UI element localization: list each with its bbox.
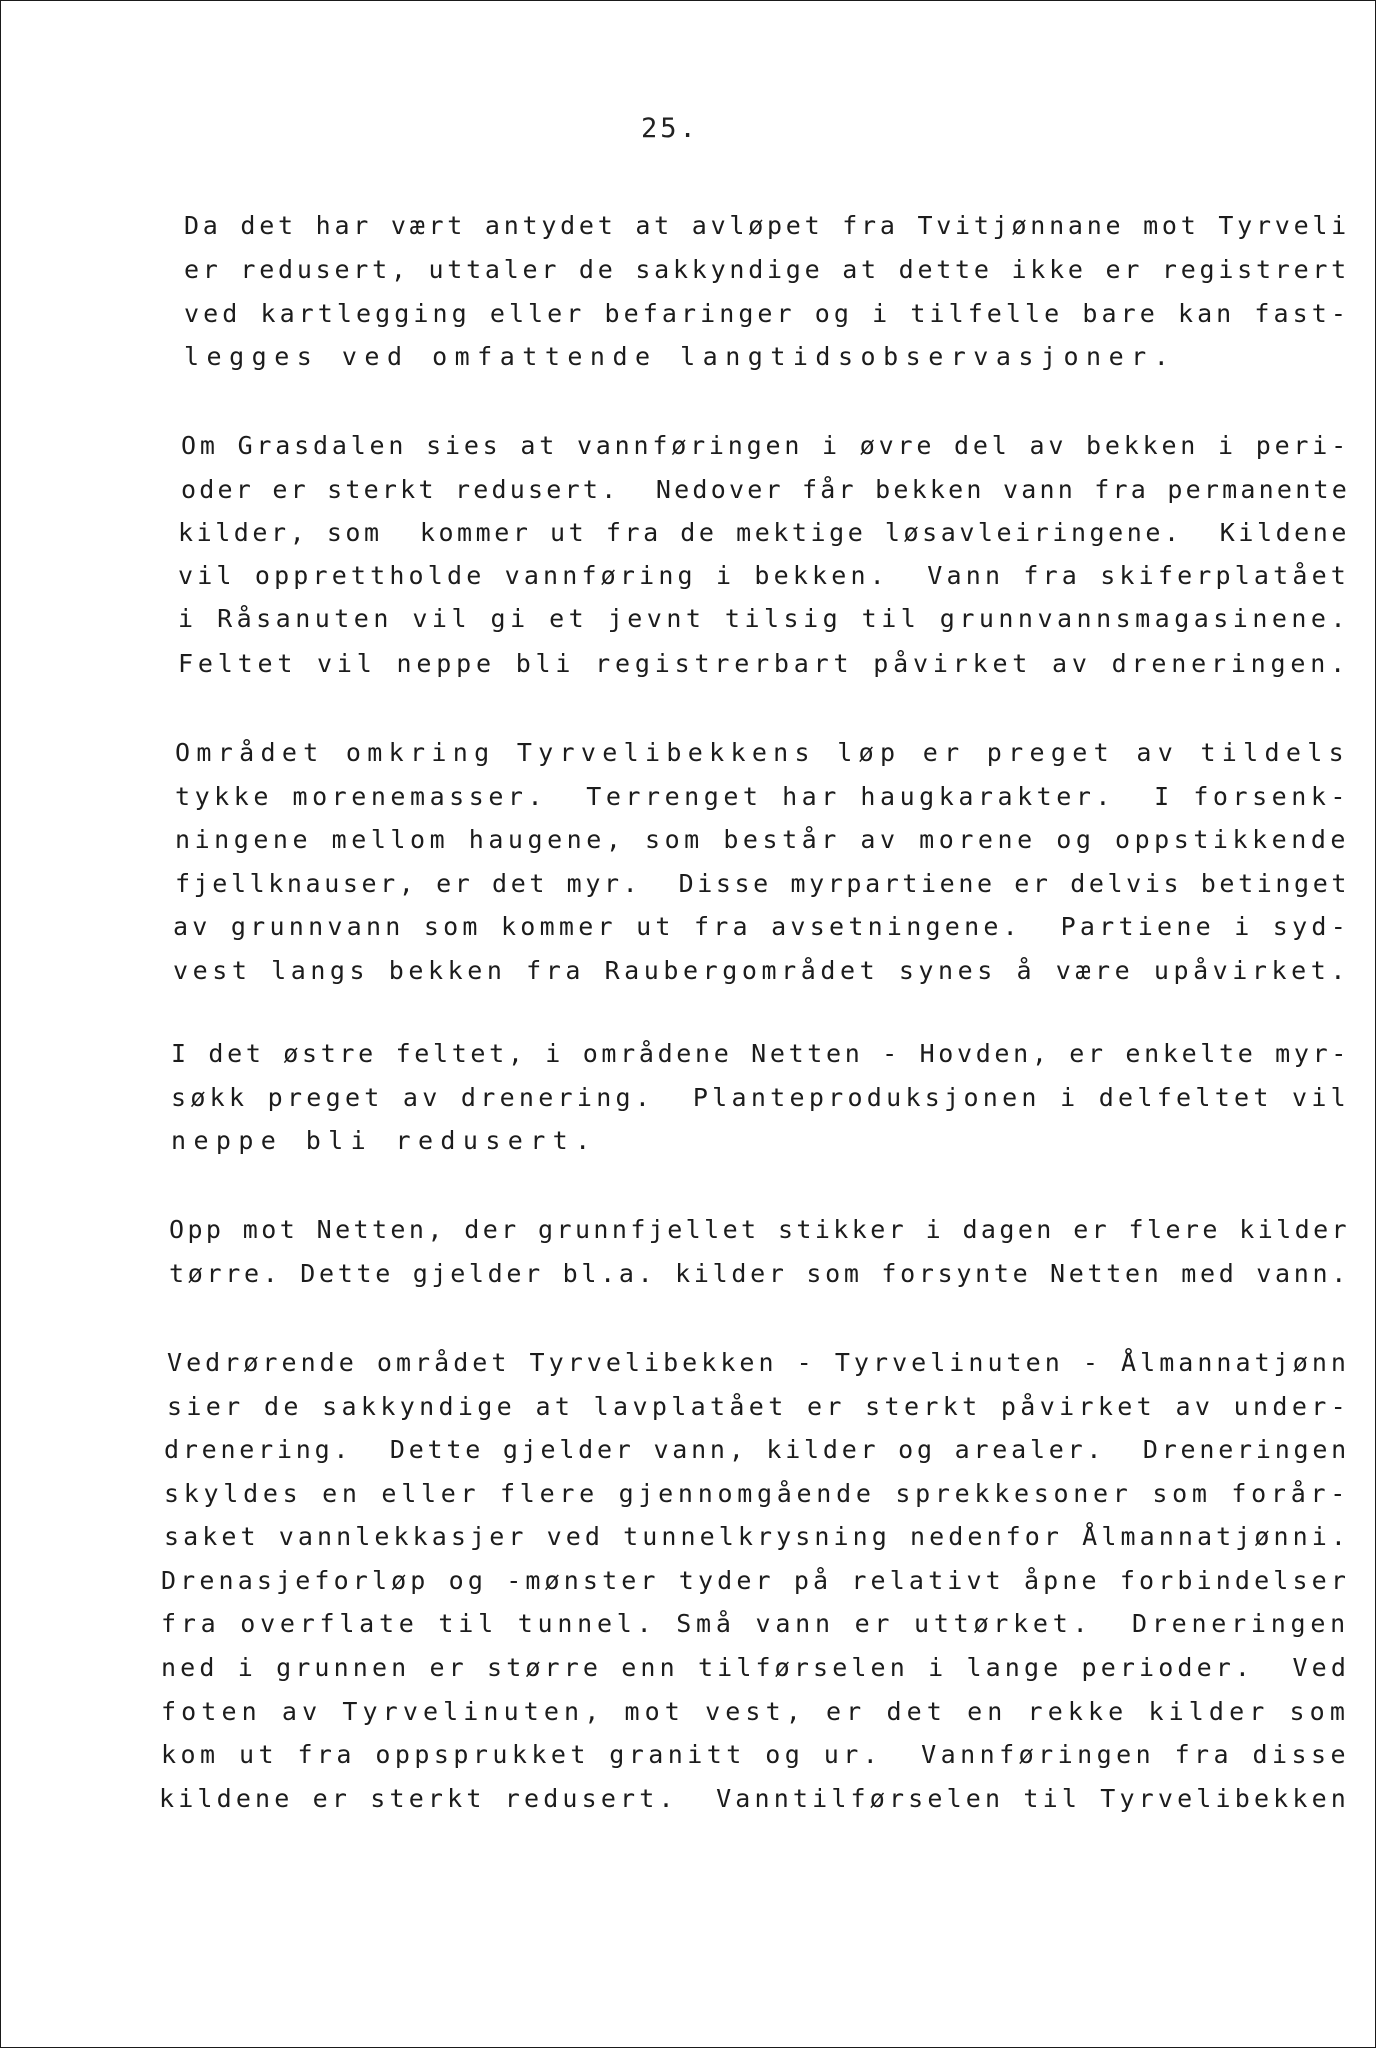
text-line: sier de sakkyndige at lavplatået er sterkt påvirket av under- [167,1392,1350,1421]
page-number: 25. [641,113,699,144]
text-line: saket vannlekkasjer ved tunnelkrysning nedenfor Ålmannatjønni. [164,1522,1350,1551]
text-line: ned i grunnen er større enn tilførselen i lange perioder. Ved [161,1653,1350,1682]
text-line: Opp mot Netten, der grunnfjellet stikker i dagen er flere kilder [169,1215,1350,1244]
text-line: tykke morenemasser. Terrenget har haugkarakter. I forsenk- [175,782,1350,811]
text-line: legges ved omfattende langtidsobservasjoner. [184,342,1177,371]
text-line: oder er sterkt redusert. Nedover får bekken vann fra permanente [181,475,1350,504]
text-line: fjellknauser, er det myr. Disse myrpartiene er delvis betinget [175,869,1350,898]
text-line: skyldes en eller flere gjennomgående sprekkesoner som forår- [164,1479,1350,1508]
text-line: I det østre feltet, i områdene Netten - Hovden, er enkelte myr- [171,1039,1350,1068]
text-line: av grunnvann som kommer ut fra avsetningene. Partiene i syd- [173,912,1350,941]
text-line: Da det har vært antydet at avløpet fra Tvitjønnane mot Tyrveli [184,211,1350,240]
text-line: tørre. Dette gjelder bl.a. kilder som forsynte Netten med vann. [169,1259,1350,1288]
text-line: søkk preget av drenering. Planteproduksjonen i delfeltet vil [171,1083,1350,1112]
text-line: kildene er sterkt redusert. Vanntilførselen til Tyrvelibekken [159,1784,1350,1813]
text-line: fra overflate til tunnel. Små vann er uttørket. Dreneringen [161,1609,1350,1638]
text-line: i Råsanuten vil gi et jevnt tilsig til grunnvannsmagasinene. [178,604,1350,633]
text-line: kom ut fra oppsprukket granitt og ur. Vannføringen fra disse [161,1740,1350,1769]
text-line: Området omkring Tyrvelibekkens løp er preget av tildels [175,738,1350,767]
text-line: Drenasjeforløp og -mønster tyder på relativt åpne forbindelser [161,1566,1350,1595]
text-line: vest langs bekken fra Raubergområdet synes å være upåvirket. [173,956,1350,985]
text-line: neppe bli redusert. [171,1126,598,1155]
text-line: er redusert, uttaler de sakkyndige at dette ikke er registrert [184,255,1350,284]
text-line: kilder, som kommer ut fra de mektige løsavleiringene. Kildene [178,518,1350,547]
text-line: ved kartlegging eller befaringer og i tilfelle bare kan fast- [184,299,1350,328]
text-line: Vedrørende området Tyrvelibekken - Tyrvelinuten - Ålmannatjønn [167,1348,1350,1377]
text-line: vil opprettholde vannføring i bekken. Vann fra skiferplatået [178,561,1350,590]
text-line: foten av Tyrvelinuten, mot vest, er det en rekke kilder som [161,1697,1350,1726]
text-line: Om Grasdalen sies at vannføringen i øvre del av bekken i peri- [181,431,1350,460]
text-line: Feltet vil neppe bli registrerbart påvirket av dreneringen. [178,649,1350,678]
text-line: ningene mellom haugene, som består av morene og oppstikkende [175,825,1350,854]
text-line: drenering. Dette gjelder vann, kilder og arealer. Dreneringen [164,1435,1350,1464]
